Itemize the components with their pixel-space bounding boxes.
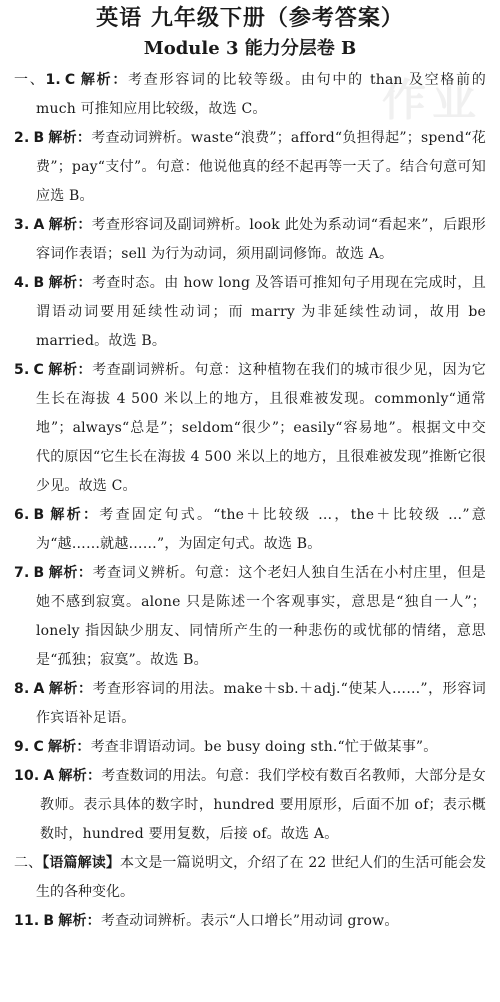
item-explanation: 考查形容词的比较等级。由句中的 than 及空格前的 much 可推知应用比较级，故选 C。 — [36, 72, 486, 117]
answer-item-11 — [14, 907, 486, 936]
item-tag: 解析： — [58, 768, 102, 784]
item-answer: A — [33, 217, 45, 233]
part-label: 二、 — [14, 855, 43, 871]
item-explanation: 考查形容词及副词辨析。look 此处为系动词“看起来”，后跟形容词作表语；sell 为行为动词，须用副词修饰。故选 A。 — [36, 217, 486, 262]
item-answer: A — [43, 768, 55, 784]
item-explanation: 考查动词辨析。waste“浪费”；afford“负担得起”；spend“花费”；pay“支付”。句意：他说他真的经不起再等一天了。结合句意可知应选 B。 — [36, 130, 486, 204]
item-tag: 解析： — [48, 507, 100, 523]
answer-item-9 — [14, 733, 486, 762]
item-tag: 解析： — [48, 565, 93, 581]
reading-intro — [14, 849, 486, 907]
item-explanation: 考查固定句式。“the＋比较级 …，the＋比较级 …”意为“越……就越……”，为固定句式。故选 B。 — [36, 507, 486, 552]
item-explanation: 考查非谓语动词。be busy doing sth.“忙于做某事”。 — [90, 739, 438, 755]
item-number: 2. — [14, 130, 30, 146]
item-number: 4. — [14, 275, 30, 291]
item-number: 9. — [14, 739, 30, 755]
item-number: 10. — [14, 768, 40, 784]
answer-item-4 — [14, 269, 486, 356]
section-heading: 【语篇解读】 — [42, 855, 121, 871]
item-answer: B — [33, 565, 45, 581]
item-number: 1. — [45, 72, 61, 88]
part-two — [14, 849, 486, 936]
item-tag: 解析： — [58, 913, 101, 929]
section-intro: 本文是一篇说明文，介绍了在 22 世纪人们的生活可能会发生的各种变化。 — [36, 855, 487, 900]
answer-item-5 — [14, 356, 486, 501]
answer-item-2 — [14, 124, 486, 211]
item-answer: C — [33, 362, 44, 378]
item-tag: 解析： — [48, 217, 92, 233]
answer-item-1 — [14, 66, 486, 124]
item-tag: 解析： — [47, 739, 91, 755]
item-answer: B — [43, 913, 55, 929]
item-tag: 解析： — [48, 681, 93, 697]
item-tag: 解析： — [48, 130, 92, 146]
answer-item-3 — [14, 211, 486, 269]
item-number: 3. — [14, 217, 30, 233]
item-tag: 解析： — [48, 275, 92, 291]
item-answer: C — [64, 72, 76, 88]
answer-item-7 — [14, 559, 486, 675]
item-answer: C — [33, 739, 44, 755]
item-explanation: 考查形容词的用法。make＋sb.＋adj.“使某人……”，形容词作宾语补足语。 — [36, 681, 486, 726]
item-tag: 解析： — [47, 362, 93, 378]
item-number: 8. — [14, 681, 30, 697]
part-one — [14, 66, 486, 849]
item-answer: B — [33, 507, 45, 523]
item-explanation: 考查动词辨析。表示“人口增长”用动词 grow。 — [100, 913, 399, 929]
page-subtitle: Module 3 能力分层卷 B — [143, 38, 357, 59]
item-number: 7. — [14, 565, 30, 581]
item-explanation: 考查词义辨析。句意：这个老妇人独自生活在小村庄里，但是她不感到寂寞。alone 只是陈述一个客观事实，意思是“独自一人”；lonely 指因缺少朋友、同情所产生的一种悲伤的或忧郁的情绪，意思是“孤独；寂寞”。故选 B。 — [36, 565, 486, 668]
item-number: 5. — [14, 362, 30, 378]
item-explanation: 考查时态。由 how long 及答语可推知句子用现在完成时，且谓语动词要用延续性动词；而 marry 为非延续性动词，故用 be married。故选 B。 — [36, 275, 486, 349]
answer-item-8 — [14, 675, 486, 733]
part-label: 一、 — [14, 72, 46, 88]
item-explanation: 考查副词辨析。句意：这种植物在我们的城市很少见，因为它生长在海拔 4 500 米以上的地方，且很难被发现。commonly“通常地”；always“总是”；seldom“很少”；easily“容易地”。根据文中交代的原因“它生长在海拔 4 500 米以上的地方，且很难被发现”推断它很少见。故选 C。 — [36, 362, 486, 494]
item-answer: A — [33, 681, 45, 697]
item-number: 11. — [14, 913, 40, 929]
answer-item-10 — [14, 762, 486, 849]
watermark: 作业 — [382, 75, 482, 126]
item-tag: 解析： — [79, 72, 129, 88]
item-number: 6. — [14, 507, 30, 523]
answer-item-6 — [14, 501, 486, 559]
item-answer: B — [33, 130, 45, 146]
page-title: 英语 九年级下册（参考答案） — [96, 6, 404, 31]
item-explanation: 考查数词的用法。句意：我们学校有数百名教师，大部分是女教师。表示具体的数字时，hundred 要用原形，后面不加 of；表示概数时，hundred 要用复数，后接 of。故选 A。 — [40, 768, 486, 842]
item-answer: B — [33, 275, 45, 291]
